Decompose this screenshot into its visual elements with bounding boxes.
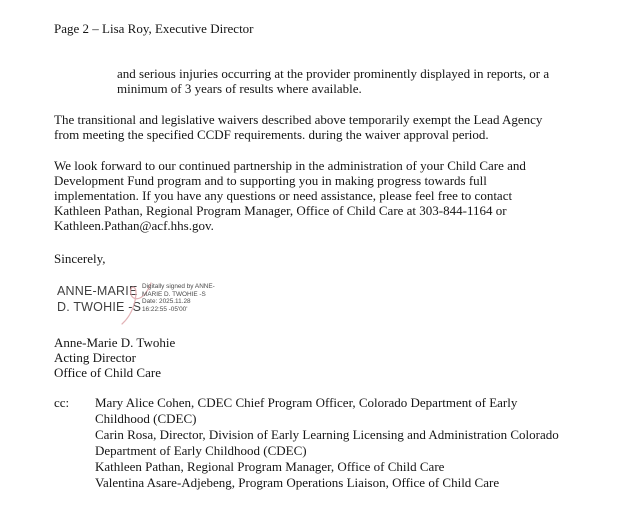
cc-list [95, 395, 559, 491]
text-line: and serious injuries occurring at the provider prominently displayed in reports, or a [117, 66, 550, 81]
page-header: Page 2 – Lisa Roy, Executive Director [54, 21, 254, 36]
text-line: We look forward to our continued partnership in the administration of your Child Care and [54, 158, 526, 173]
cc-entry-line: Valentina Asare-Adjebeng, Program Operations Liaison, Office of Child Care [95, 475, 500, 490]
text-line: implementation. If you have any questions or need assistance, please feel free to contact [54, 188, 513, 203]
cc-entry-line: Department of Early Childhood (CDEC) [95, 443, 307, 458]
paragraph-report-requirements [117, 66, 549, 96]
text-line: Kathleen Pathan, Regional Program Manager, Office of Child Care at 303-844-1164 or [54, 203, 507, 218]
paragraph-waivers [54, 112, 542, 142]
digital-signature-stamp[interactable] [54, 281, 254, 325]
cc-label: cc: [54, 395, 70, 410]
signature-stamp-details [142, 283, 215, 314]
closing-salutation: Sincerely, [54, 251, 106, 266]
text-line: ANNE-MARIE [57, 284, 138, 298]
email-text-line: Kathleen.Pathan@acf.hhs.gov. [54, 218, 214, 233]
signer-name: Anne-Marie D. Twohie [54, 335, 176, 350]
cc-entry-line: Childhood (CDEC) [95, 411, 197, 426]
text-line: D. TWOHIE -S [57, 300, 142, 314]
text-line: minimum of 3 years of results where available. [117, 81, 362, 96]
signer-office: Office of Child Care [54, 365, 161, 380]
paragraph-partnership [54, 158, 526, 233]
text-line: The transitional and legislative waivers described above temporarily exempt the Lead Agency [54, 112, 543, 127]
signer-block [54, 335, 175, 380]
text-line: MARIE D. TWOHIE -S [142, 290, 206, 298]
text-line: from meeting the specified CCDF requirements. during the waiver approval period. [54, 127, 489, 142]
text-line: Development Fund program and to supporting you in making progress towards full [54, 173, 487, 188]
text-line: 16:22:55 -05'00' [142, 306, 188, 314]
cc-entry-line: Kathleen Pathan, Regional Program Manager, Office of Child Care [95, 459, 445, 474]
cc-entry-line: Carin Rosa, Director, Division of Early Learning Licensing and Administration Colorado [95, 427, 559, 442]
cc-entry-line: Mary Alice Cohen, CDEC Chief Program Officer, Colorado Department of Early [95, 395, 518, 410]
signer-title: Acting Director [54, 350, 136, 365]
text-line: Digitally signed by ANNE- [142, 283, 215, 290]
text-line: Date: 2025.11.28 [142, 298, 191, 306]
